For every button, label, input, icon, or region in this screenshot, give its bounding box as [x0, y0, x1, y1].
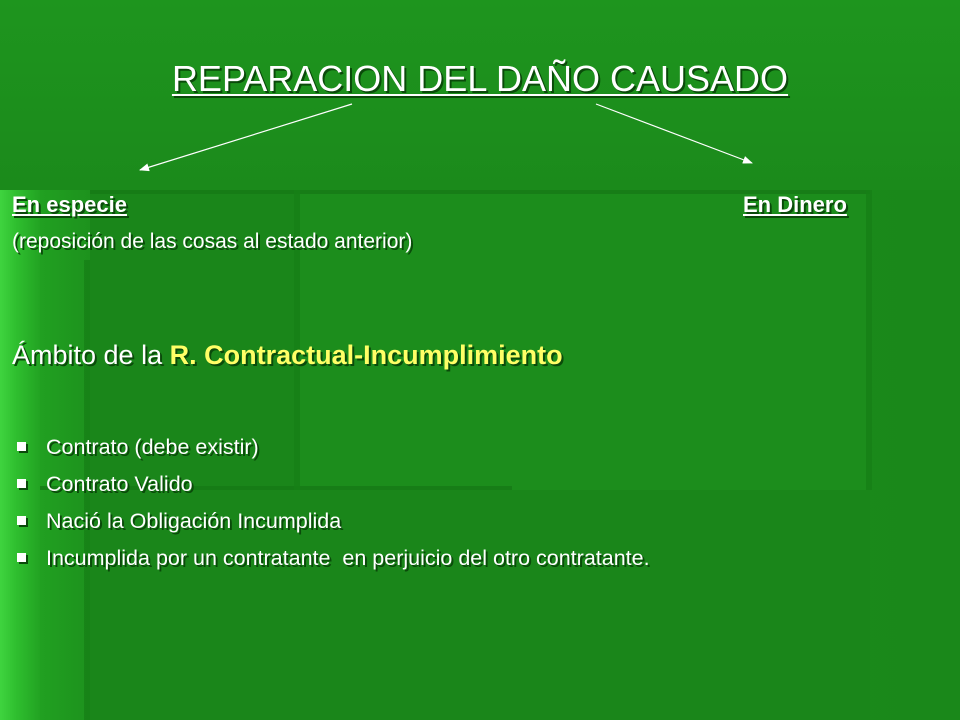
list-item [14, 469, 650, 506]
square-bullet-icon [17, 553, 26, 562]
list-item-text: Contrato Valido [46, 472, 193, 496]
list-item-text: Incumplida por un contratante en perjuicio del otro contratante. [46, 546, 650, 570]
list-item [14, 432, 650, 469]
requirements-list [14, 432, 650, 580]
section-heading [12, 340, 563, 371]
option-en-dinero: En Dinero [743, 192, 847, 217]
list-item [14, 506, 650, 543]
square-bullet-icon [17, 479, 26, 488]
right-arrow [596, 104, 752, 163]
slide-title: REPARACION DEL DAÑO CAUSADO [171, 58, 789, 99]
option-en-especie-description: (reposición de las cosas al estado anterior) [12, 230, 413, 253]
square-bullet-icon [17, 442, 26, 451]
left-arrow [140, 104, 352, 170]
list-item-text: Contrato (debe existir) [46, 435, 259, 459]
square-bullet-icon [17, 516, 26, 525]
list-item [14, 543, 650, 580]
list-item-text: Nació la Obligación Incumplida [46, 509, 342, 533]
background-line [866, 190, 872, 490]
branch-arrows [0, 0, 960, 200]
section-heading-prefix: Ámbito de la [12, 340, 170, 370]
option-en-especie: En especie [12, 192, 127, 217]
section-heading-highlight: R. Contractual-Incumplimiento [169, 340, 563, 370]
